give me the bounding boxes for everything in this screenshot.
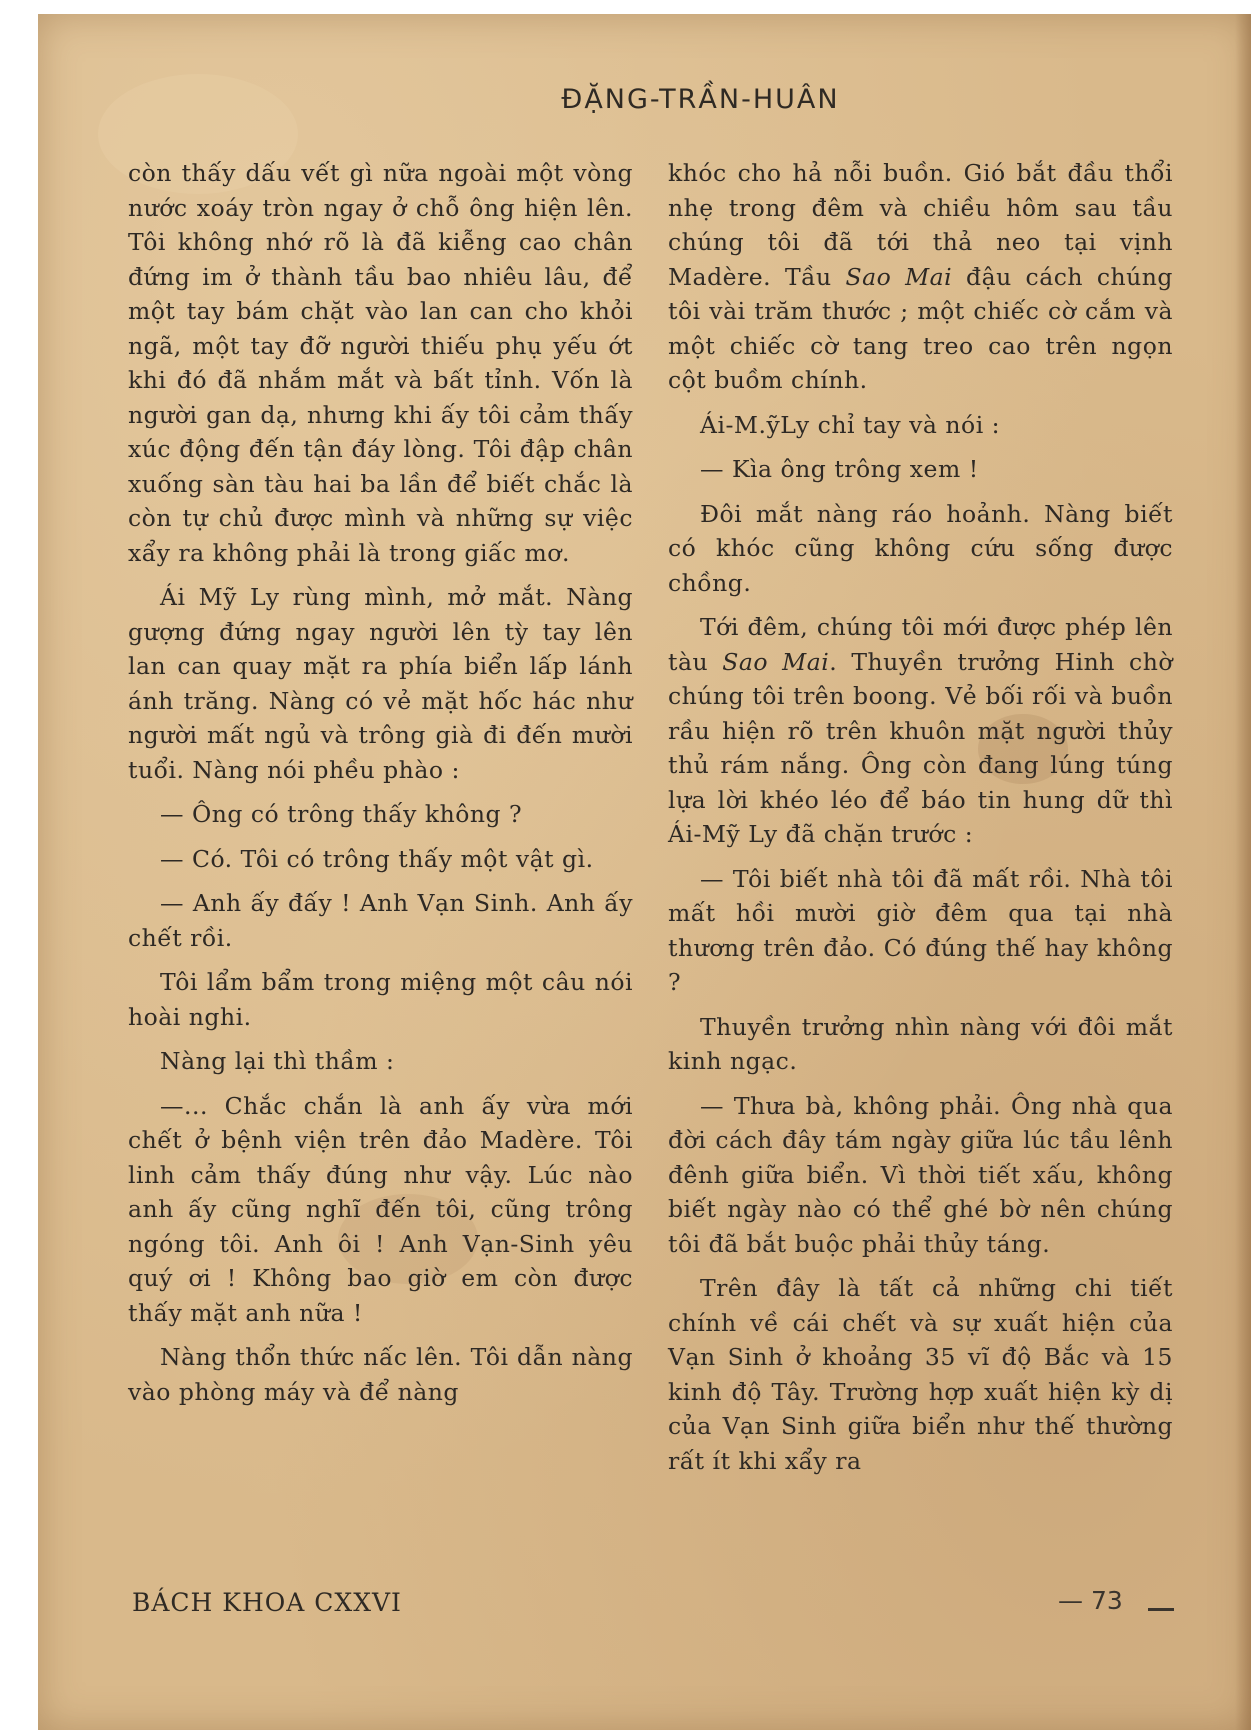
paragraph: Ái-M.ỹLy chỉ tay và nói : xyxy=(700,410,1001,439)
page-number-rule xyxy=(1148,1608,1174,1611)
footer-magazine-name: BÁCH KHOA CXXVI xyxy=(132,1588,402,1617)
running-header-author: ĐẶNG-TRẦN-HUÂN xyxy=(561,84,840,115)
dialogue-line: — Kìa ông trông xem ! xyxy=(700,455,979,483)
footer-page-number: — 73 xyxy=(1058,1586,1123,1615)
dialogue-line: —... Chắc chắn là anh ấy vừa mới chết ở bệnh viện trên đảo Madère. Tôi linh cảm thấy đúng như vậy. Lúc nào anh ấy cũng nghĩ đến tôi, cũng trông ngóng tôi. Anh ôi ! Anh Vạn-Sinh yêu quý ơi ! Không bao giờ em còn được thấy mặt anh nữa ! xyxy=(128,1091,633,1327)
left-text-column xyxy=(128,156,633,1419)
paragraph: Nàng lại thì thầm : xyxy=(160,1047,395,1075)
paragraph: Tôi lẩm bẩm trong miệng một câu nói hoài nghi. xyxy=(128,968,633,1031)
text-run: đậu cách chúng tôi vài trăm thước ; một chiếc cờ cắm và một chiếc cờ tang treo cao trên ngọn cột buồm chính. xyxy=(668,262,1173,394)
text-run: . Thuyền trưởng Hinh chờ chúng tôi trên boong. Vẻ bối rối và buồn rầu hiện rõ trên khuôn mặt người thủy thủ rám nắng. Ông còn đang lúng túng lựa lời khéo léo để báo tin hung dữ thì Ái-Mỹ Ly đã chặn trước : xyxy=(668,647,1173,848)
text-run: khóc cho hả nỗi buồn. Gió bắt đầu thổi nhẹ trong đêm và chiều hôm sau tầu chúng tôi đã tới thả neo tại vịnh Madère. Tầu xyxy=(668,159,1173,291)
dialogue-line: — Anh ấy đấy ! Anh Vạn Sinh. Anh ấy chết rồi. xyxy=(128,889,633,952)
dialogue-line: — Có. Tôi có trông thấy một vật gì. xyxy=(160,844,594,873)
paragraph xyxy=(668,156,1173,398)
ship-name: Sao Mai xyxy=(722,647,830,676)
dialogue-line: — Ông có trông thấy không ? xyxy=(160,800,523,828)
page-edge-shadow xyxy=(1235,14,1251,1730)
dialogue-line: — Tôi biết nhà tôi đã mất rồi. Nhà tôi mất hồi mười giờ đêm qua tại nhà thương trên đảo. Có đúng thế hay không ? xyxy=(668,864,1173,996)
paragraph: còn thấy dấu vết gì nữa ngoài một vòng nước xoáy tròn ngay ở chỗ ông hiện lên. Tôi không nhớ rõ là đã kiễng cao chân đứng im ở thành tầu bao nhiêu lâu, để một tay bám chặt vào lan can cho khỏi ngã, một tay đỡ người thiếu phụ yếu ớt khi đó đã nhắm mắt và bất tỉnh. Vốn là người gan dạ, nhưng khi ấy tôi cảm thấy xúc động đến tận đáy lòng. Tôi đập chân xuống sàn tàu hai ba lần để biết chắc là còn tự chủ được mình và những sự việc xẩy ra không phải là trong giấc mơ. xyxy=(128,159,633,567)
paragraph: Trên đây là tất cả những chi tiết chính về cái chết và sự xuất hiện của Vạn Sinh ở khoảng 35 vĩ độ Bắc và 15 kinh độ Tây. Trường hợp xuất hiện kỳ dị của Vạn Sinh giữa biển như thế thường rất ít khi xẩy ra xyxy=(668,1274,1173,1475)
paragraph: Ái Mỹ Ly rùng mình, mở mắt. Nàng gượng đứng ngay người lên tỳ tay lên lan can quay mặt ra phía biển lấp lánh ánh trăng. Nàng có vẻ mặt hốc hác như người mất ngủ và trông già đi đến mười tuổi. Nàng nói phều phào : xyxy=(128,583,633,784)
paragraph: Đôi mắt nàng ráo hoảnh. Nàng biết có khóc cũng không cứu sống được chồng. xyxy=(668,499,1173,597)
paragraph: Thuyền trưởng nhìn nàng với đôi mắt kinh ngạc. xyxy=(668,1012,1173,1075)
dialogue-line: — Thưa bà, không phải. Ông nhà qua đời cách đây tám ngày giữa lúc tầu lênh đênh giữa biển. Vì thời tiết xấu, không biết ngày nào có thể ghé bờ nên chúng tôi đã bắt buộc phải thủy táng. xyxy=(668,1091,1173,1258)
text-run: Tới đêm, chúng tôi mới được phép lên tàu xyxy=(668,613,1173,676)
right-text-column xyxy=(668,156,1173,1488)
paragraph: Nàng thổn thức nấc lên. Tôi dẫn nàng vào phòng máy và để nàng xyxy=(128,1343,633,1406)
ship-name: Sao Mai xyxy=(845,262,953,291)
paragraph xyxy=(668,610,1173,852)
